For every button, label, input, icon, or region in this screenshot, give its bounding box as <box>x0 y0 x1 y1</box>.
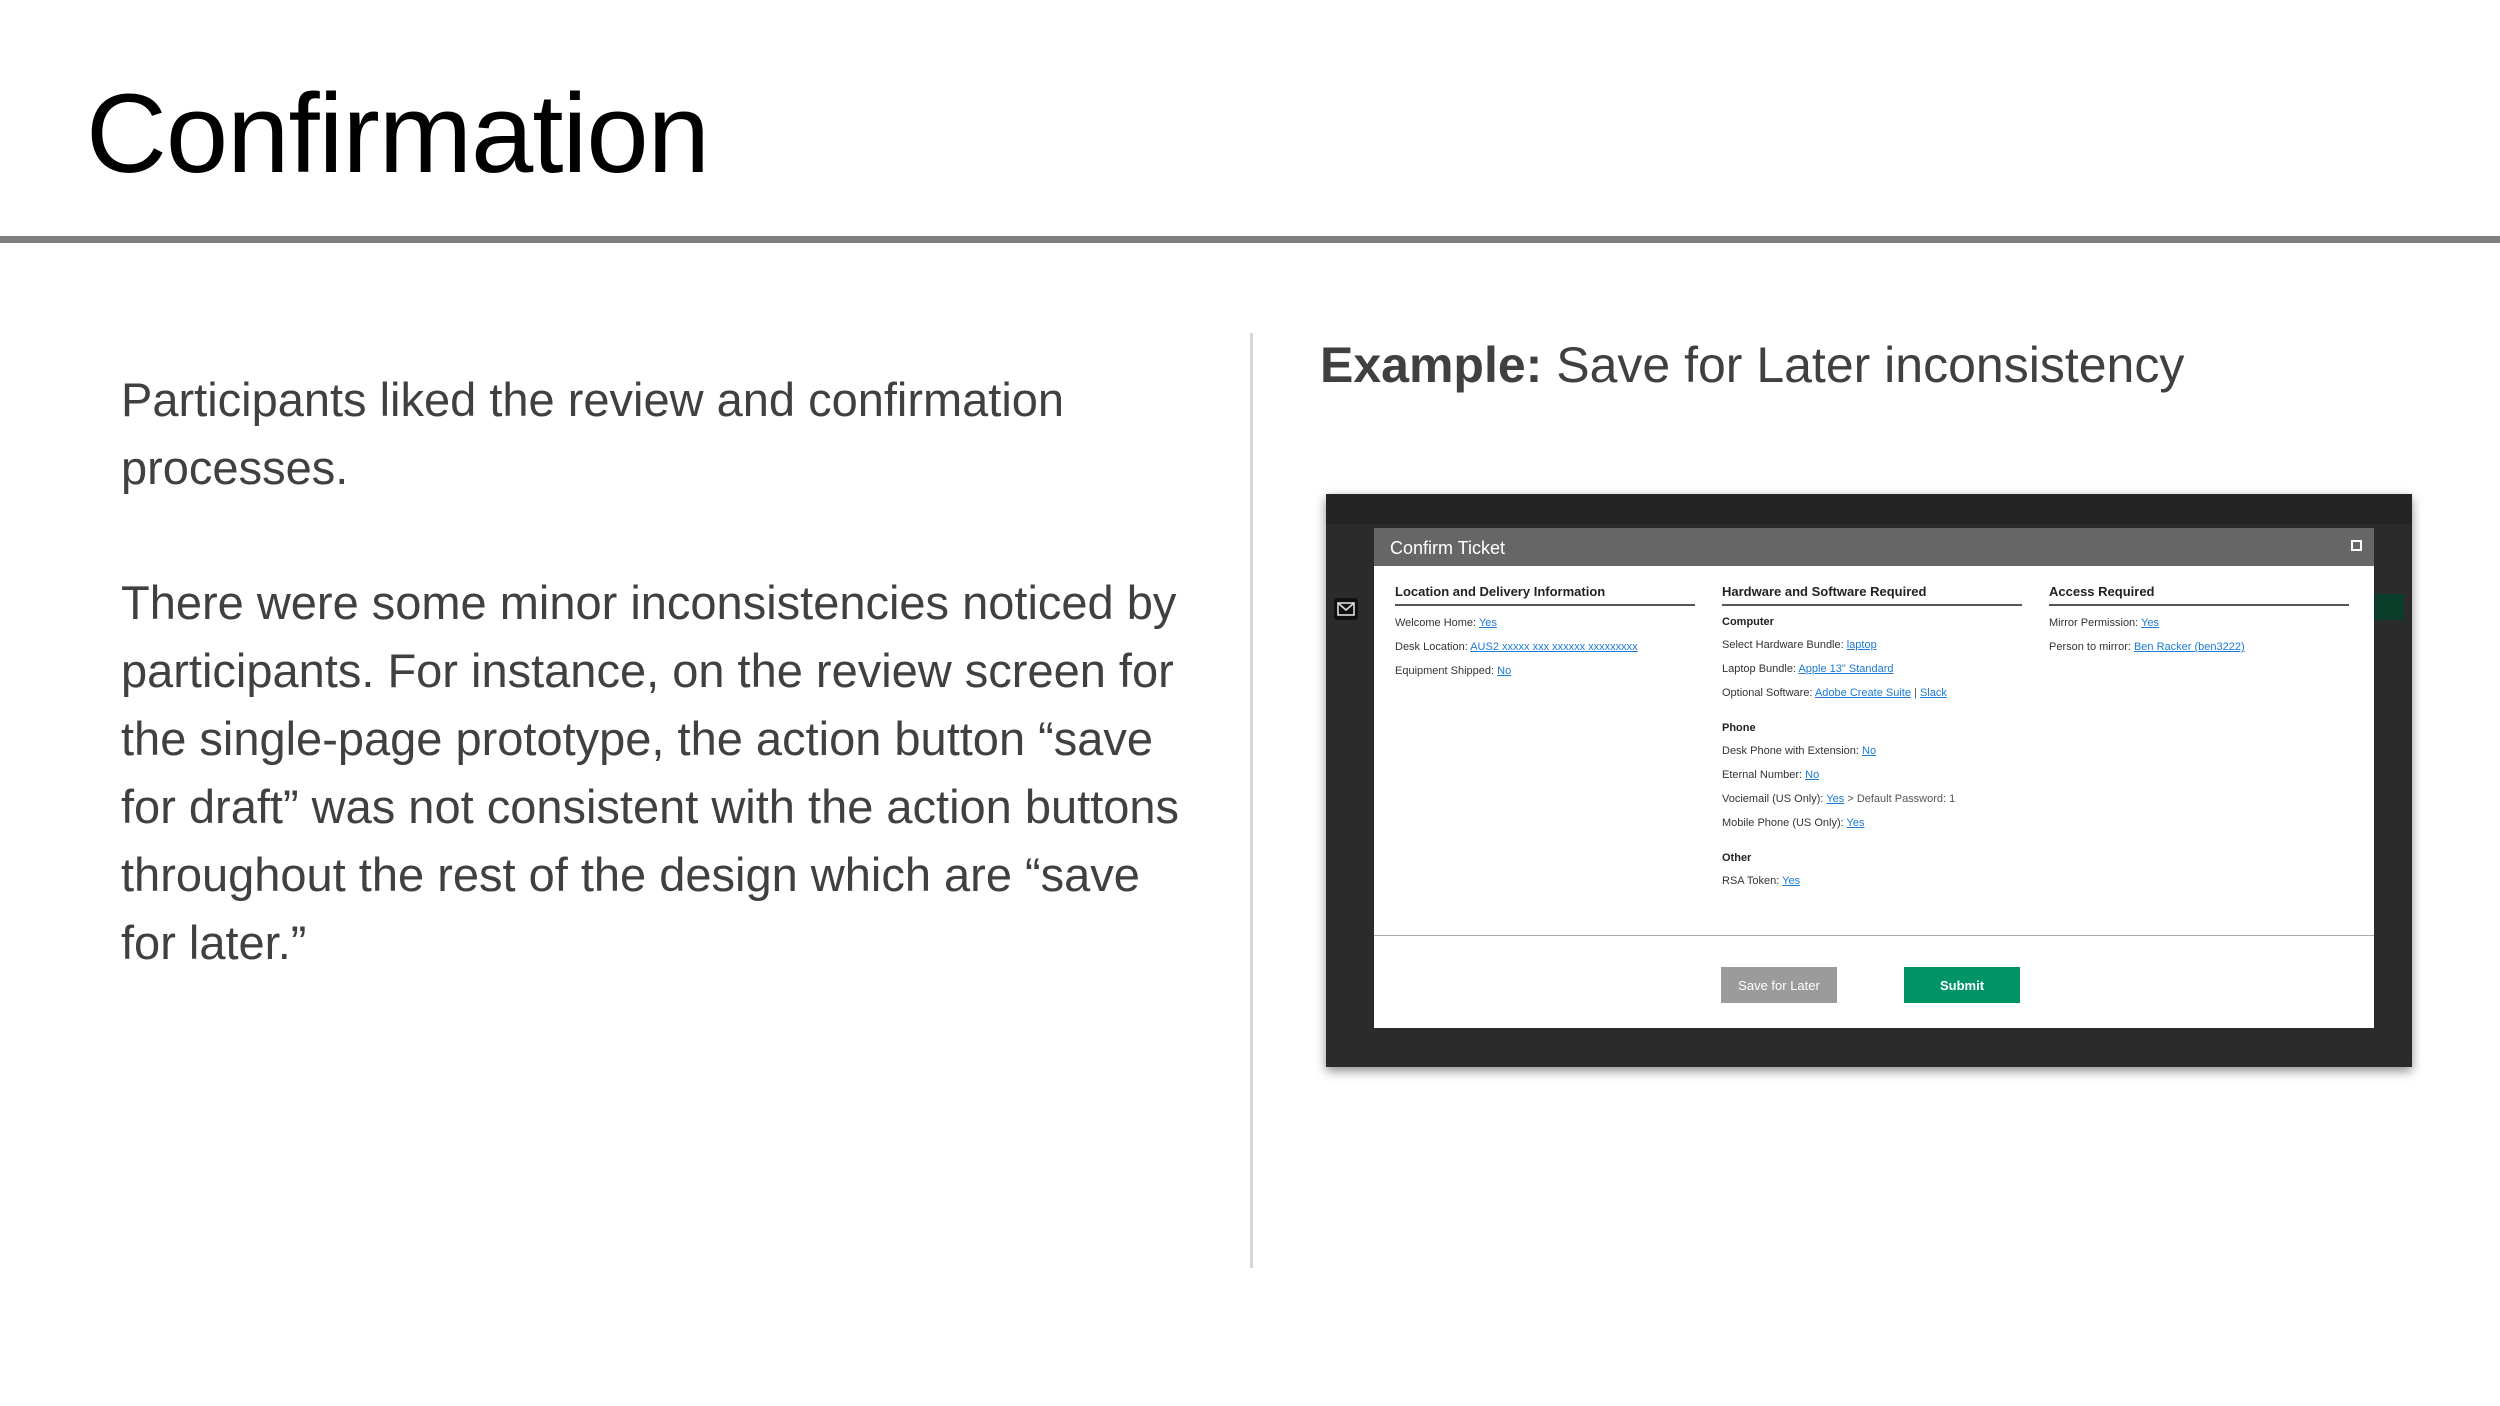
modal-header <box>1374 528 2374 566</box>
row-voicemail: Vociemail (US Only): Yes > Default Password: 1 <box>1722 793 1956 805</box>
row-desk-phone: Desk Phone with Extension: No <box>1722 745 1877 757</box>
row-hardware-bundle: Select Hardware Bundle: laptop <box>1722 639 1877 651</box>
hardware-column <box>1722 584 2022 898</box>
section-other: Other <box>1722 852 1752 864</box>
column-heading: Hardware and Software Required <box>1722 584 2022 606</box>
access-column <box>2049 584 2349 664</box>
paragraph-2: There were some minor inconsistencies noticed by participants. For instance, on the review screen for the single-page prototype, the action button “save for draft” was not consistent with the action buttons throughout the rest of the design which are “save for later.” <box>121 576 1180 969</box>
row-rsa-token: RSA Token: Yes <box>1722 875 1801 887</box>
row-equipment-shipped: Equipment Shipped: No <box>1395 665 1512 677</box>
section-computer: Computer <box>1722 616 1774 628</box>
row-welcome-home: Welcome Home: Yes <box>1395 617 1497 629</box>
laptop-bundle-link[interactable]: Apple 13" Standard <box>1798 663 1894 675</box>
submit-button[interactable]: Submit <box>1904 967 2020 1003</box>
app-top-bar <box>1326 494 2412 524</box>
title-divider <box>0 236 2500 243</box>
voicemail-link[interactable]: Yes <box>1826 793 1845 805</box>
example-label: Example: <box>1320 337 1543 393</box>
adobe-link[interactable]: Adobe Create Suite <box>1814 687 1911 699</box>
column-heading: Location and Delivery Information <box>1395 584 1695 606</box>
eternal-number-link[interactable]: No <box>1805 769 1820 781</box>
mirror-permission-link[interactable]: Yes <box>2141 617 2160 629</box>
footer-divider <box>1374 935 2374 936</box>
person-to-mirror-link[interactable]: Ben Racker (ben3222) <box>2133 641 2245 653</box>
paragraph-1: Participants liked the review and confirmation processes. <box>121 373 1065 494</box>
slide-title: Confirmation <box>86 71 709 196</box>
row-person-to-mirror: Person to mirror: Ben Racker (ben3222) <box>2049 641 2245 653</box>
row-mobile-phone: Mobile Phone (US Only): Yes <box>1722 817 1865 829</box>
confirm-ticket-modal <box>1374 528 2374 1028</box>
hardware-bundle-link[interactable]: laptop <box>1846 639 1877 651</box>
envelope-icon[interactable] <box>1334 598 1358 620</box>
row-mirror-permission: Mirror Permission: Yes <box>2049 617 2160 629</box>
row-eternal-number: Eternal Number: No <box>1722 769 1820 781</box>
location-column <box>1395 584 1695 688</box>
example-text: Save for Later inconsistency <box>1542 337 2185 393</box>
rsa-token-link[interactable]: Yes <box>1782 875 1801 887</box>
close-icon[interactable] <box>2351 540 2362 551</box>
row-desk-location: Desk Location: AUS2 xxxxx xxx xxxxxx xxxxxxxxx <box>1395 641 1638 653</box>
mobile-phone-link[interactable]: Yes <box>1846 817 1865 829</box>
equipment-shipped-link[interactable]: No <box>1497 665 1512 677</box>
save-for-later-button[interactable]: Save for Later <box>1721 967 1837 1003</box>
welcome-home-link[interactable]: Yes <box>1478 617 1497 629</box>
desk-location-link[interactable]: AUS2 xxxxx xxx xxxxxx xxxxxxxxx <box>1470 641 1638 653</box>
section-phone: Phone <box>1722 722 1756 734</box>
example-heading <box>1320 336 2184 394</box>
row-laptop-bundle: Laptop Bundle: Apple 13" Standard <box>1722 663 1894 675</box>
desk-phone-link[interactable]: No <box>1862 745 1877 757</box>
confirm-ticket-screenshot <box>1326 494 2412 1067</box>
modal-title: Confirm Ticket <box>1390 538 1506 558</box>
column-heading: Access Required <box>2049 584 2349 606</box>
body-text <box>121 366 1181 977</box>
slack-link[interactable]: Slack <box>1919 687 1947 699</box>
column-divider <box>1250 333 1253 1268</box>
background-button <box>2374 594 2404 620</box>
row-optional-software: Optional Software: Adobe Create Suite | Slack <box>1722 687 1947 699</box>
